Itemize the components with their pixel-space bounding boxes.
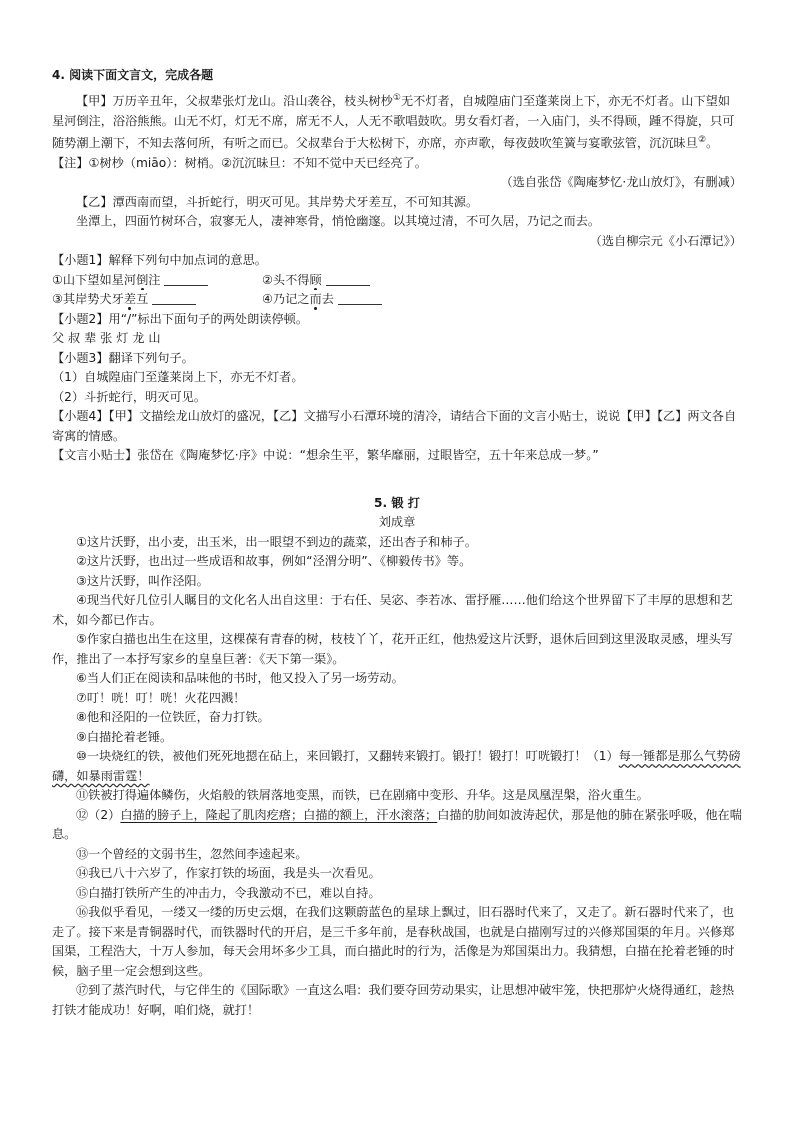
article-para-11: ⑪铁被打得遍体鳞伤，火焰般的铁屑落地变黑，而铁，已在剧痛中变形、升华。这是凤凰涅槃，浴火重生。 xyxy=(76,788,649,803)
translate-item-2: （2）斗折蛇行，明灭可见。 xyxy=(52,389,207,404)
passage-jia-text-2: 无不灯者，自城隍庙门至蓬莱岗上下，亦无不灯者。山下望如星河倒注，浴浴熊熊。山无不灯，灯无不席，席无不人，人无不歌唱鼓吹。男女看灯者，一入庙门，头不得顾，踵不得旋，只可随势潮上潮下，不知去落何所，有听之而已。父叔辈台于大松树下，亦席，亦声歌，每夜鼓吹笙簧与宴歌弦管，沉沉昧旦 xyxy=(52,94,735,151)
subquestion-4-title: 【小题4】【甲】文描绘龙山放灯的盛况，【乙】文描写小石潭环境的清冷，请结合下面的文言小贴士，说说【甲】【乙】两文各自寄寓的情感。 xyxy=(52,409,737,443)
subquestion-2-title: 【小题2】用“/”标出下面句子的两处朗读停顿。 xyxy=(52,311,309,326)
article-para-12 xyxy=(52,806,742,845)
translate-item-1: （1）自城隍庙门至蓬莱岗上下，亦无不灯者。 xyxy=(52,370,304,385)
answer-blank-1[interactable] xyxy=(164,273,208,286)
article-para-17: ⑰到了蒸汽时代，与它伴生的《国际歌》一直这么唱：我们要夺回劳动果实，让思想冲破牢笼，快把那炉火烧得通红，趁热打铁才能成功！好啊，咱们烧，就打！ xyxy=(52,983,735,1017)
source-jia: （选自张岱《陶庵梦忆·龙山放灯》，有删减） xyxy=(500,175,742,190)
article-para-9: ⑨白描抡着老锤。 xyxy=(76,729,173,744)
document-page xyxy=(52,66,742,1020)
article-para-4: ④现当代好几位引人瞩目的文化名人出自这里：于右任、吴宓、李若冰、雷抒雁……他们给这个世界留下了丰厚的思想和艺术，如今都已作古。 xyxy=(52,593,733,627)
article-para-8: ⑧他和泾阳的一位铁匠，奋力打铁。 xyxy=(76,710,270,725)
passage-yi-1: 【乙】潭西南而望，斗折蛇行，明灭可见。其岸势犬牙差互，不可知其源。 xyxy=(76,194,479,209)
passage-jia-end: 。 xyxy=(706,136,719,151)
classical-tip: 【文言小贴士】张岱在《陶庵梦忆·序》中说：“想余生平，繁华靡丽，过眼皆空，五十年来总成一梦。” xyxy=(52,448,599,463)
subquestion-1-title: 【小题1】解释下列句中加点词的意思。 xyxy=(52,253,267,268)
article-para-13: ⑬一个曾经的文弱书生，忽然间李逵起来。 xyxy=(76,846,308,861)
article-para-14: ⑭我已八十六岁了，作家打铁的场面，我是头一次看见。 xyxy=(76,866,381,881)
article-para-3: ③这片沃野，叫作泾阳。 xyxy=(76,573,209,588)
para-12-prefix: ⑫（2） xyxy=(76,807,121,822)
article-para-16: ⑯我似乎看见，一缕又一缕的历史云烟，在我们这颗蔚蓝色的星球上飘过，旧石器时代来了，又走了。新石器时代来了，也走了。接下来是青铜器时代，而铁器时代的开启，是三千多年前，是春秋战国，也就是白描刚写过的兴修郑国渠的年月。兴修郑国渠，工程浩大，十万人参加，每天会用坏多少工具，而白描此时的行为，活像是为郑国渠出力。我猜想，白描在抡着老锤的时候，脑子里一定会想到这些。 xyxy=(52,905,735,978)
para-10-marked-sentence: 每一锤都是那么气势磅礴，如暴雨雷霆！ xyxy=(52,749,741,783)
passage-yi-2: 坐潭上，四面竹树环合，寂寥无人，凄神寒骨，悄怆幽邃。以其境过清，不可久居，乃记之而去。 xyxy=(76,214,601,229)
para-12-text: 白描的肋间如波涛起伏，那是他的肺在紧张呼吸，他在喘息。 xyxy=(52,807,742,842)
pause-sentence: 父 叔 辈 张 灯 龙 山 xyxy=(52,331,161,346)
annotation-note: 【注】①树杪（miāo）：树梢。②沉沉昧旦：不知不觉中天已经亮了。 xyxy=(52,155,427,170)
para-10-text: ⑩一块烧红的铁，被他们死死地摁在砧上，来回锻打，又翻转来锻打。锻打！锻打！叮咣锻打！（1） xyxy=(76,749,619,764)
word-item-2: ②头不得顾 xyxy=(262,271,370,291)
word-item-3: ③其岸势犬牙差互 xyxy=(52,292,149,307)
word-item-4: ④乃记之而去 xyxy=(262,290,382,310)
article-para-10 xyxy=(52,747,742,786)
article-author: 刘成章 xyxy=(378,515,416,530)
article-para-15: ⑮白描打铁所产生的冲击力，令我激动不已，难以自持。 xyxy=(76,885,381,900)
article-para-7: ⑦叮！咣！叮！咣！火花四溅！ xyxy=(76,690,246,705)
article-para-1: ①这片沃野，出小麦，出玉米，出一眼望不到边的蔬菜，还出杏子和柿子。 xyxy=(76,534,477,549)
para-12-marked-sentence: 白描的膀子上，隆起了肌肉疙瘩；白描的额上，汗水滚落； xyxy=(120,807,438,822)
word-item-1: ①山下望如星河倒注 xyxy=(52,272,161,287)
answer-blank-3[interactable] xyxy=(152,292,196,305)
source-yi: （选自柳宗元《小石潭记》） xyxy=(589,233,742,248)
subquestion-3-title: 【小题3】翻译下列句子。 xyxy=(52,350,194,365)
passage-jia xyxy=(52,89,742,154)
answer-blank-2[interactable] xyxy=(326,273,370,286)
article-para-5: ⑤作家白描也出生在这里，这棵葆有青春的树，枝枝丫丫，花开正红，他热爱这片沃野，退休后回到这里汲取灵感，埋头写作，推出了一本抒写家乡的皇皇巨著：《天下第一渠》。 xyxy=(52,632,733,666)
passage-jia-text-1: 【甲】万历辛丑年，父叔辈张灯龙山。沿山袭谷，枝头树杪 xyxy=(76,94,393,109)
question-5-title: 5. 锻 打 xyxy=(374,495,420,510)
article-para-6: ⑥当人们正在阅读和品味他的书时，他又投入了另一场劳动。 xyxy=(76,671,404,686)
footnote-mark-1: ① xyxy=(392,93,401,103)
footnote-mark-2: ② xyxy=(697,135,707,146)
question-4-title: 4. 阅读下面文言文，完成各题 xyxy=(52,68,214,82)
subquestion-1-row-1 xyxy=(52,271,742,291)
subquestion-1-row-2 xyxy=(52,290,742,310)
answer-blank-4[interactable] xyxy=(338,292,382,305)
article-para-2: ②这片沃野，也出过一些成语和故事，例如“泾渭分明”、《柳毅传书》等。 xyxy=(76,554,472,569)
